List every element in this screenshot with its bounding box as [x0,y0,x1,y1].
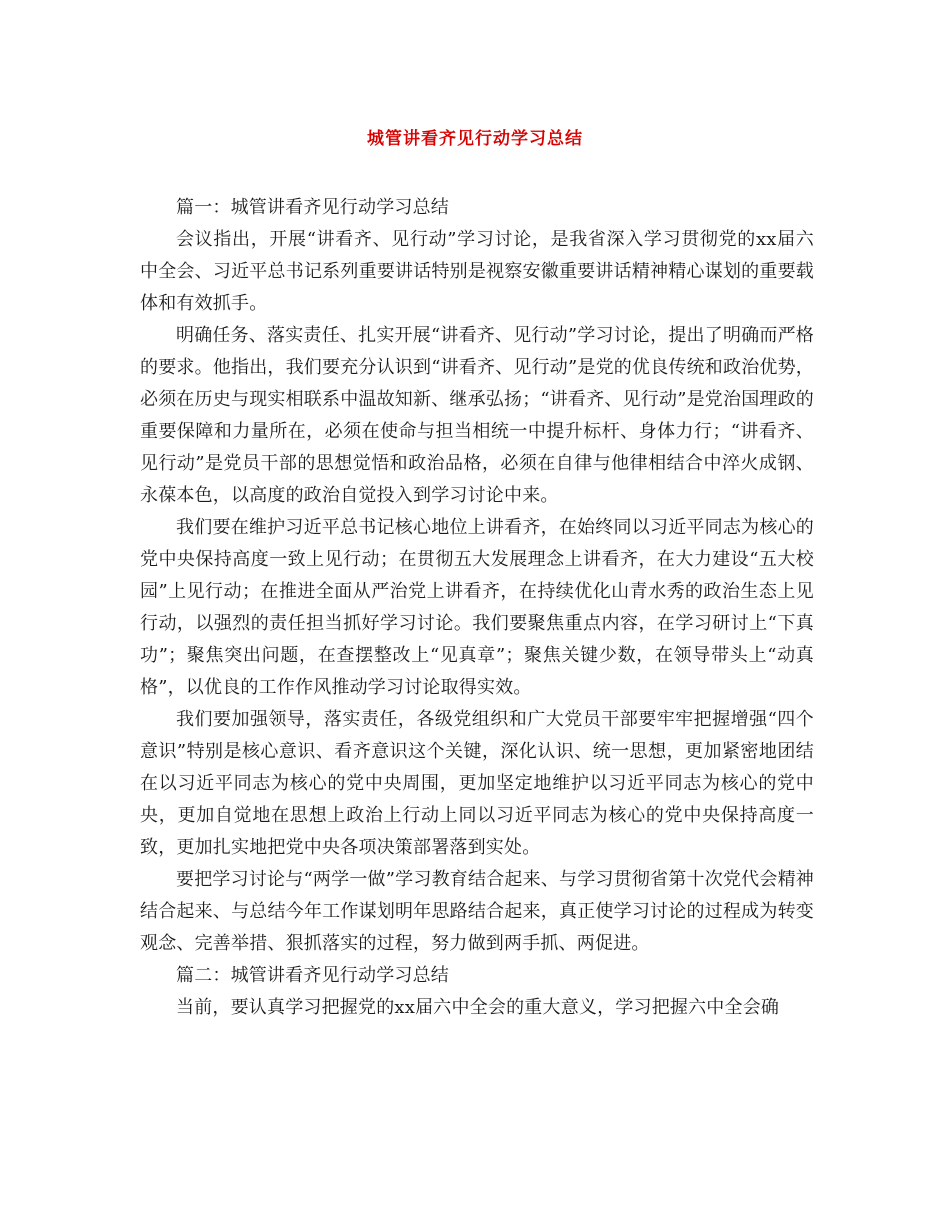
paragraph-section-heading-1: 篇一：城管讲看齐见行动学习总结 [176,197,449,218]
paragraph: 会议指出，开展“讲看齐、见行动”学习讨论，是我省深入学习贯彻党的xx届六中全会、习近平总书记系列重要讲话特别是视察安徽重要讲话精神精心谋划的重要载体和有效抓手。 [140,229,814,314]
paragraph-section-heading-2: 篇二：城管讲看齐见行动学习总结 [176,965,449,986]
document-title: 城管讲看齐见行动学习总结 [367,129,583,149]
paragraph: 我们要加强领导，落实责任，各级党组织和广大党员干部要牢牢把握增强“四个意识”特别是核心意识、看齐意识这个关键，深化认识、统一思想，更加紧密地团结在以习近平同志为核心的党中央周围，更加坚定地维护以习近平同志为核心的党中央，更加自觉地在思想上政治上行动上同以习近平同志为核心的党中央保持高度一致，更加扎实地把党中央各项决策部署落到实处。 [140,709,814,858]
paragraph: 要把学习讨论与“两学一做”学习教育结合起来、与学习贯彻省第十次党代会精神结合起来、与总结今年工作谋划明年思路结合起来，真正使学习讨论的过程成为转变观念、完善举措、狠抓落实的过程，努力做到两手抓、两促进。 [140,869,814,954]
paragraph: 明确任务、落实责任、扎实开展“讲看齐、见行动”学习讨论，提出了明确而严格的要求。他指出，我们要充分认识到“讲看齐、见行动”是党的优良传统和政治优势，必须在历史与现实相联系中温故知新、继承弘扬；“讲看齐、见行动”是党治国理政的重要保障和力量所在，必须在使命与担当相统一中提升标杆、身体力行；“讲看齐、见行动”是党员干部的思想觉悟和政治品格，必须在自律与他律相结合中淬火成钢、永葆本色，以高度的政治自觉投入到学习讨论中来。 [140,325,815,506]
document-body [140,192,814,1024]
paragraph: 当前，要认真学习把握党的xx届六中全会的重大意义，学习把握六中全会确 [176,997,780,1018]
paragraph: 我们要在维护习近平总书记核心地位上讲看齐，在始终同以习近平同志为核心的党中央保持高度一致上见行动；在贯彻五大发展理念上讲看齐，在大力建设“五大校园”上见行动；在推进全面从严治党上讲看齐，在持续优化山青水秀的政治生态上见行动，以强烈的责任担当抓好学习讨论。我们要聚焦重点内容，在学习研讨上“下真功”；聚焦突出问题，在查摆整改上“见真章”；聚焦关键少数，在领导带头上“动真格”，以优良的工作作风推动学习讨论取得实效。 [140,517,814,698]
